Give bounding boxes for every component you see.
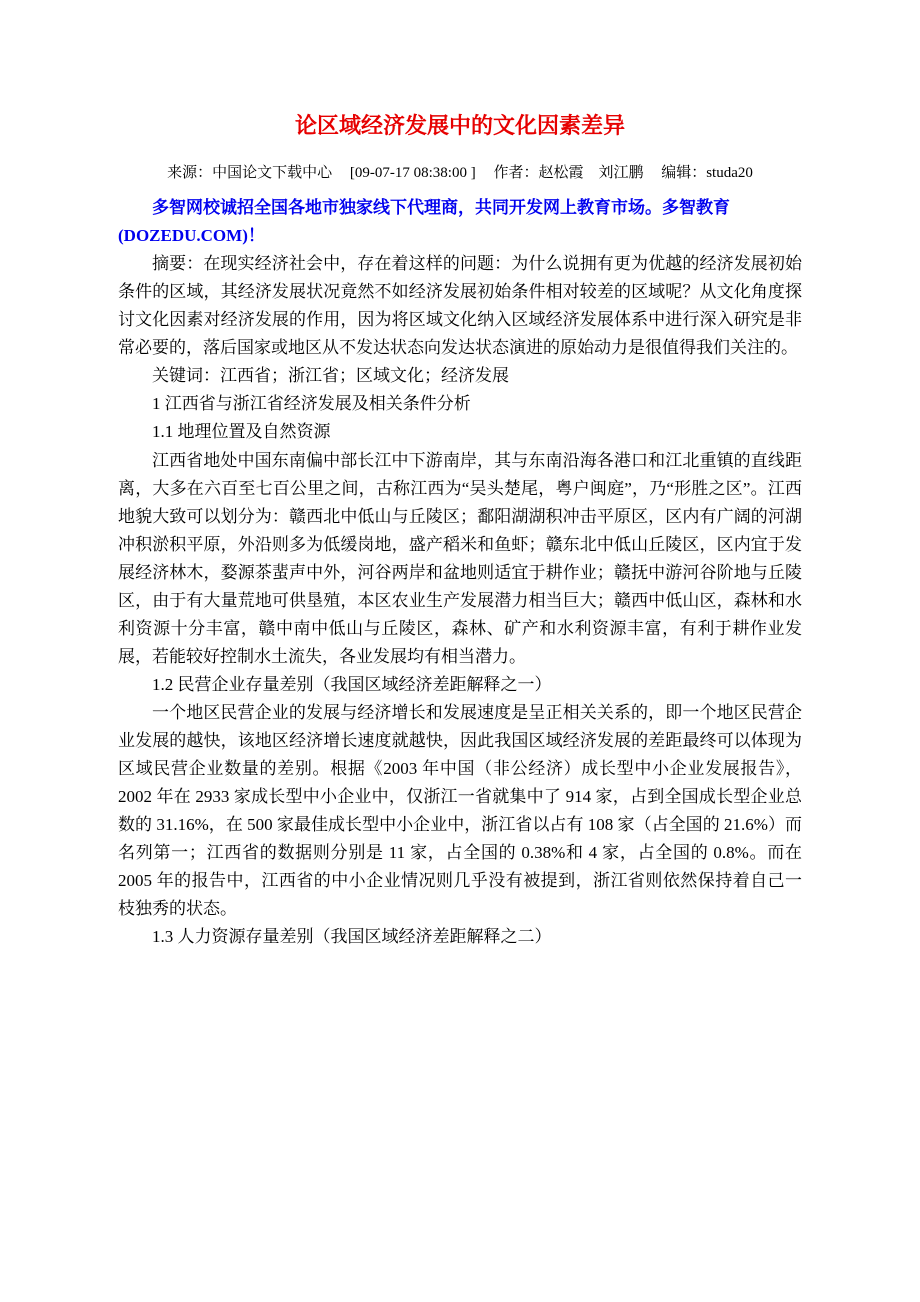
section-heading-1-2: 1.2 民营企业存量差别（我国区域经济差距解释之一） xyxy=(152,674,552,694)
section-heading-1-1: 1.1 地理位置及自然资源 xyxy=(152,422,331,442)
meta-editor: 编辑：studa20 xyxy=(661,164,753,181)
meta-author: 作者：赵松霞 刘江鹏 xyxy=(493,164,644,181)
keywords-paragraph: 关键词：江西省；浙江省；区域文化；经济发展 xyxy=(152,366,509,386)
section-heading-1-3: 1.3 人力资源存量差别（我国区域经济差距解释之二） xyxy=(152,927,552,947)
meta-timestamp: [09-07-17 08:38:00 ] xyxy=(349,164,476,181)
meta-source: 来源：中国论文下载中心 xyxy=(167,164,333,181)
meta-line xyxy=(118,161,802,187)
page-title: 论区域经济发展中的文化因素差异 xyxy=(294,113,625,138)
promo-link-line1[interactable]: 多智网校诚招全国各地市独家线下代理商，共同开发网上教育市场。多智教育 xyxy=(152,198,730,218)
abstract-paragraph: 摘要：在现实经济社会中，存在着这样的问题：为什么说拥有更为优越的经济发展初始条件的区域，其经济发展状况竟然不如经济发展初始条件相对较差的区域呢？从文化角度探讨文化因素对经济发展的作用，因为将区域文化纳入区域经济发展体系中进行深入研究是非常必要的，落后国家或地区从不发达状态向发达状态演进的原始动力是很值得我们关注的。 xyxy=(118,254,802,358)
promo-link-line2[interactable]: (DOZEDU.COM)！ xyxy=(118,226,265,246)
section-heading-1: 1 江西省与浙江省经济发展及相关条件分析 xyxy=(152,394,471,414)
paragraph-geography: 江西省地处中国东南偏中部长江中下游南岸，其与东南沿海各港口和江北重镇的直线距离，大多在六百至七百公里之间，古称江西为“吴头楚尾，粤户闽庭”，乃“形胜之区”。江西地貌大致可以划分为：赣西北中低山与丘陵区；鄱阳湖湖积冲击平原区，区内有广阔的河湖冲积淤积平原，外沿则多为低缓岗地，盛产稻米和鱼虾；赣东北中低山丘陵区，区内宜于发展经济林木，婺源茶蜚声中外，河谷两岸和盆地则适宜于耕作业；赣抚中游河谷阶地与丘陵区，由于有大量荒地可供垦殖，本区农业生产发展潜力相当巨大；赣西中低山区，森林和水利资源十分丰富，赣中南中低山与丘陵区，森林、矿产和水利资源丰富，有利于耕作业发展，若能较好控制水土流失，各业发展均有相当潜力。 xyxy=(118,450,802,666)
paragraph-private-enterprise: 一个地区民营企业的发展与经济增长和发展速度是呈正相关关系的，即一个地区民营企业发展的越快，该地区经济增长速度就越快，因此我国区域经济发展的差距最终可以体现为区域民营企业数量的差别。根据《2003 年中国（非公经济）成长型中小企业发展报告》，2002 年在 2933 家成长型中小企业中，仅浙江一省就集中了 914 家，占到全国成长型企业总数的 31.16%，在 500 家最佳成长型中小企业中，浙江省以占有 108 家（占全国的 21.6%）而名列第一；江西省的数据则分别是 11 家，占全国的 0.38%和 4 家，占全国的 0.8%。而在 2005 年的报告中，江西省的中小企业情况则几乎没有被提到，浙江省则依然保持着自己一枝独秀的状态。 xyxy=(118,702,802,919)
